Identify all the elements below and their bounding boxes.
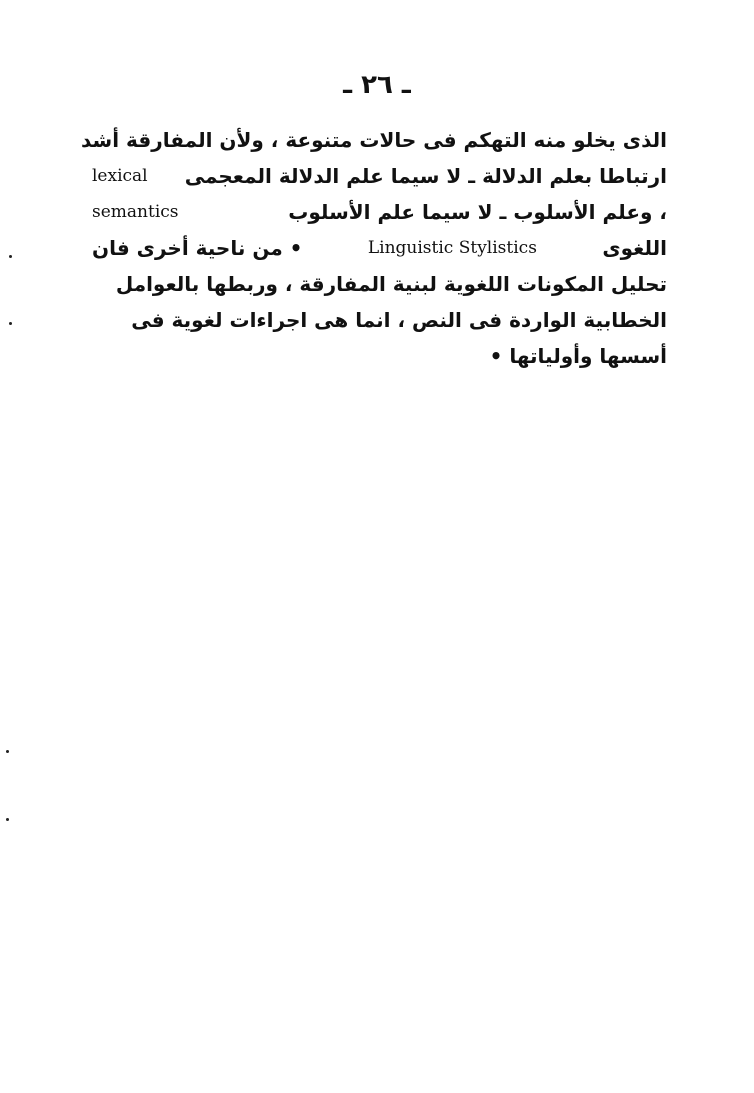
line-1-arabic: الذى يخلو منه التهكم فى حالات متنوعة ، ولأن المفارقة أشد — [81, 128, 667, 152]
line-3-arabic: ، وعلم الأسلوب ـ لا سيما علم الأسلوب — [288, 200, 667, 224]
margin-dot — [6, 750, 9, 753]
page-number: ـ ٢٦ ـ — [343, 70, 411, 100]
margin-dot — [9, 255, 12, 258]
line-2-latin-term: lexical — [92, 166, 148, 186]
line-4-latin-term: Linguistic Stylistics — [367, 238, 537, 258]
margin-dot — [6, 818, 9, 821]
text-line-3 — [92, 194, 667, 230]
text-line-1 — [81, 122, 667, 158]
body-paragraph — [81, 122, 667, 374]
text-line-2 — [92, 158, 667, 194]
line-5-arabic: تحليل المكونات اللغوية لبنية المفارقة ، وربطها بالعوامل — [115, 272, 667, 296]
line-2-arabic: ارتباطا بعلم الدلالة ـ لا سيما علم الدلالة المعجمى — [184, 164, 667, 188]
line-6-arabic: الخطابية الواردة فى النص ، انما هى اجراءات لغوية فى — [131, 308, 667, 332]
line-7-arabic: أسسها وأولياتها • — [489, 344, 667, 368]
line-4-arabic-start: اللغوى — [602, 236, 667, 260]
line-4-arabic-end: • من ناحية أخرى فان — [92, 236, 303, 260]
margin-dot — [9, 322, 12, 325]
text-line-6 — [92, 302, 667, 338]
text-line-5 — [92, 266, 667, 302]
text-line-4 — [92, 230, 667, 266]
line-3-latin-term: semantics — [92, 202, 179, 222]
text-line-7 — [92, 338, 667, 374]
